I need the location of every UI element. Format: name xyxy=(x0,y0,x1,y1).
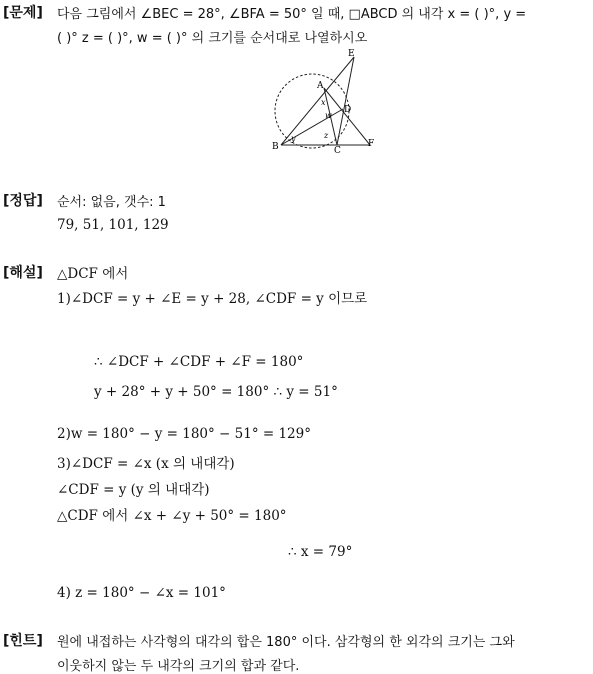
line-b-e xyxy=(281,57,354,145)
solution-line-4: y + 28° + y + 50° = 180° ∴ y = 51° xyxy=(94,384,338,400)
solution-line-2: 1)∠DCF = y + ∠E = y + 28, ∠CDF = y 이므로 xyxy=(57,291,368,307)
problem-line-2: ( )° z = ( )°, w = ( )° 의 크기를 순서대로 나열하시오 xyxy=(57,31,368,46)
hint-tag: [힌트] xyxy=(3,633,43,649)
solution-line-6: 3)∠DCF = ∠x (x 의 내대각) xyxy=(57,456,235,472)
problem-line-1: 다음 그림에서 ∠BEC = 28°, ∠BFA = 50° 일 때, □ABCD 의 내각 x = ( )°, y = xyxy=(57,7,527,22)
solution-line-3: ∴ ∠DCF + ∠CDF + ∠F = 180° xyxy=(94,354,304,370)
hint-line-1: 원에 내접하는 사각형의 대각의 합은 180° 이다. 삼각형의 한 외각의 크기는 그와 xyxy=(57,635,515,650)
circle xyxy=(275,74,352,148)
label-z: z xyxy=(324,131,329,140)
answer-line-1: 순서: 없음, 갯수: 1 xyxy=(57,195,166,210)
solution-line-10: 4) z = 180° − ∠x = 101° xyxy=(57,585,226,601)
solution-line-5: 2)w = 180° − y = 180° − 51° = 129° xyxy=(57,426,311,442)
label-a: A xyxy=(317,81,324,91)
label-c: C xyxy=(334,146,341,156)
label-f: F xyxy=(368,139,375,149)
line-e-c xyxy=(337,57,354,145)
solution-line-7: ∠CDF = y (y 의 내대각) xyxy=(57,482,210,498)
solution-line-8: △CDF 에서 ∠x + ∠y + 50° = 180° xyxy=(57,508,287,524)
solution-tag: [해설] xyxy=(3,265,43,281)
answer-tag: [정답] xyxy=(3,193,43,209)
label-w: w xyxy=(325,111,332,120)
solution-line-9: ∴ x = 79° xyxy=(288,544,353,560)
problem-tag: [문제] xyxy=(3,5,43,21)
label-y: y xyxy=(291,134,296,143)
label-d: D xyxy=(344,105,352,115)
hint-line-2: 이웃하지 않는 두 내각의 크기의 합과 같다. xyxy=(57,659,300,674)
label-x: x xyxy=(321,98,326,107)
label-e: E xyxy=(348,49,355,59)
label-b: B xyxy=(272,142,279,152)
solution-line-1: △DCF 에서 xyxy=(57,266,129,282)
geometry-figure xyxy=(268,45,383,157)
answer-line-2: 79, 51, 101, 129 xyxy=(57,217,169,233)
